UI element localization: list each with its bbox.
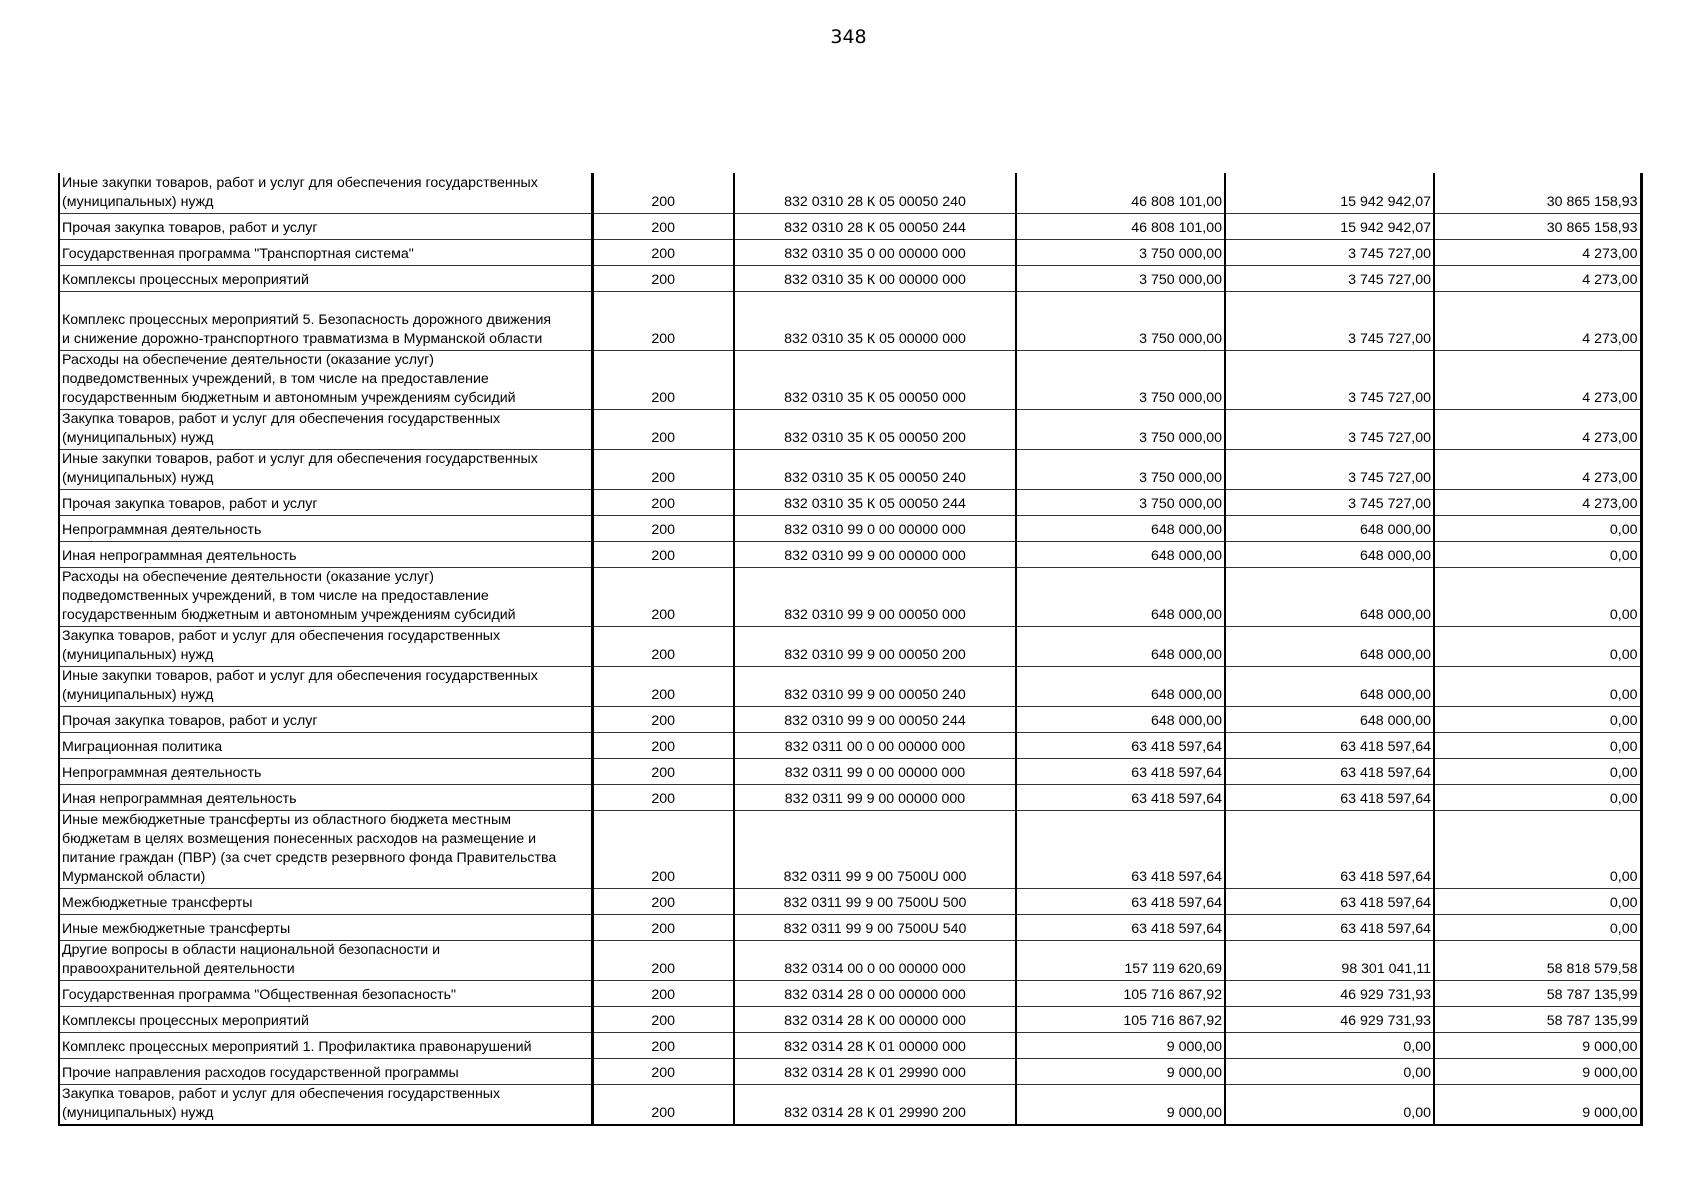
row-kbk-cell: 832 0310 28 К 05 00050 244: [734, 213, 1016, 239]
row-amount-remaining-cell: 58 818 579,58: [1434, 940, 1641, 980]
table-row: [59, 980, 1641, 1006]
row-kbk-cell: 832 0314 28 К 00 00000 000: [734, 1006, 1016, 1032]
table-row: [59, 784, 1641, 810]
row-kbk-cell: 832 0314 00 0 00 00000 000: [734, 940, 1016, 980]
row-kbk-cell: 832 0310 35 К 05 00000 000: [734, 291, 1016, 350]
row-name-cell: Закупка товаров, работ и услуг для обеспечения государственных (муниципальных) нужд: [59, 1084, 592, 1125]
row-amount-remaining-cell: 0,00: [1434, 758, 1641, 784]
table-row: [59, 213, 1641, 239]
page-number: 348: [830, 26, 867, 48]
row-amount-executed-cell: 648 000,00: [1225, 541, 1434, 567]
row-kbk-cell: 832 0310 28 К 05 00050 240: [734, 173, 1016, 213]
row-amount-approved-cell: 3 750 000,00: [1016, 449, 1225, 489]
row-name-cell: Иные межбюджетные трансферты из областного бюджета местным бюджетам в целях возмещения понесенных расходов на размещение и питание граждан (ПВР) (за счет средств резервного фонда Правительства Мурманской области): [59, 810, 592, 888]
row-name-cell: Прочая закупка товаров, работ и услуг: [59, 213, 592, 239]
budget-table: [58, 173, 1643, 1126]
row-amount-approved-cell: 63 418 597,64: [1016, 888, 1225, 914]
row-amount-executed-cell: 15 942 942,07: [1225, 173, 1434, 213]
row-amount-approved-cell: 9 000,00: [1016, 1058, 1225, 1084]
row-amount-executed-cell: 3 745 727,00: [1225, 489, 1434, 515]
row-code-cell: 200: [592, 1084, 734, 1125]
row-amount-approved-cell: 63 418 597,64: [1016, 914, 1225, 940]
row-amount-remaining-cell: 0,00: [1434, 732, 1641, 758]
row-amount-remaining-cell: 9 000,00: [1434, 1084, 1641, 1125]
row-code-cell: 200: [592, 515, 734, 541]
row-amount-remaining-cell: 58 787 135,99: [1434, 1006, 1641, 1032]
row-kbk-cell: 832 0310 99 0 00 00000 000: [734, 515, 1016, 541]
row-kbk-cell: 832 0310 99 9 00 00050 200: [734, 626, 1016, 666]
row-code-cell: 200: [592, 732, 734, 758]
row-amount-executed-cell: 648 000,00: [1225, 626, 1434, 666]
row-code-cell: 200: [592, 758, 734, 784]
row-code-cell: 200: [592, 567, 734, 626]
row-code-cell: 200: [592, 940, 734, 980]
row-amount-remaining-cell: 9 000,00: [1434, 1032, 1641, 1058]
row-amount-remaining-cell: 0,00: [1434, 541, 1641, 567]
table-row: [59, 1006, 1641, 1032]
row-code-cell: 200: [592, 888, 734, 914]
row-amount-remaining-cell: 0,00: [1434, 810, 1641, 888]
row-amount-executed-cell: 46 929 731,93: [1225, 980, 1434, 1006]
row-amount-executed-cell: 63 418 597,64: [1225, 914, 1434, 940]
row-code-cell: 200: [592, 784, 734, 810]
row-amount-approved-cell: 3 750 000,00: [1016, 489, 1225, 515]
row-amount-approved-cell: 63 418 597,64: [1016, 758, 1225, 784]
row-code-cell: 200: [592, 1058, 734, 1084]
table-body: [59, 173, 1641, 1125]
row-amount-executed-cell: 0,00: [1225, 1058, 1434, 1084]
row-amount-approved-cell: 648 000,00: [1016, 515, 1225, 541]
row-amount-approved-cell: 46 808 101,00: [1016, 213, 1225, 239]
row-amount-approved-cell: 157 119 620,69: [1016, 940, 1225, 980]
row-name-cell: Государственная программа "Общественная безопасность": [59, 980, 592, 1006]
row-amount-approved-cell: 105 716 867,92: [1016, 1006, 1225, 1032]
row-kbk-cell: 832 0310 99 9 00 00050 000: [734, 567, 1016, 626]
row-name-cell: Иная непрограммная деятельность: [59, 541, 592, 567]
row-name-cell: Миграционная политика: [59, 732, 592, 758]
row-kbk-cell: 832 0311 99 9 00 7500U 500: [734, 888, 1016, 914]
row-amount-remaining-cell: 4 273,00: [1434, 409, 1641, 449]
row-amount-approved-cell: 63 418 597,64: [1016, 784, 1225, 810]
row-kbk-cell: 832 0310 99 9 00 00000 000: [734, 541, 1016, 567]
row-kbk-cell: 832 0310 35 К 00 00000 000: [734, 265, 1016, 291]
row-code-cell: 200: [592, 810, 734, 888]
table-row: [59, 541, 1641, 567]
row-name-cell: Прочие направления расходов государственной программы: [59, 1058, 592, 1084]
row-code-cell: 200: [592, 265, 734, 291]
row-name-cell: Другие вопросы в области национальной безопасности и правоохранительной деятельности: [59, 940, 592, 980]
row-amount-approved-cell: 3 750 000,00: [1016, 239, 1225, 265]
table-row: [59, 706, 1641, 732]
row-name-cell: Непрограммная деятельность: [59, 758, 592, 784]
row-name-cell: Иные закупки товаров, работ и услуг для обеспечения государственных (муниципальных) нужд: [59, 666, 592, 706]
row-amount-executed-cell: 63 418 597,64: [1225, 810, 1434, 888]
row-amount-executed-cell: 648 000,00: [1225, 706, 1434, 732]
row-amount-remaining-cell: 4 273,00: [1434, 489, 1641, 515]
row-kbk-cell: 832 0311 99 9 00 7500U 000: [734, 810, 1016, 888]
table-row: [59, 758, 1641, 784]
row-amount-approved-cell: 3 750 000,00: [1016, 265, 1225, 291]
table-row: [59, 239, 1641, 265]
table-row: [59, 173, 1641, 213]
row-amount-executed-cell: 98 301 041,11: [1225, 940, 1434, 980]
budget-table-container: [58, 173, 1643, 1126]
row-kbk-cell: 832 0314 28 К 01 29990 200: [734, 1084, 1016, 1125]
table-row: [59, 1032, 1641, 1058]
row-kbk-cell: 832 0310 35 К 05 00050 240: [734, 449, 1016, 489]
row-kbk-cell: 832 0310 35 К 05 00050 200: [734, 409, 1016, 449]
row-code-cell: 200: [592, 980, 734, 1006]
row-kbk-cell: 832 0310 35 К 05 00050 000: [734, 350, 1016, 409]
row-name-cell: Комплекс процессных мероприятий 1. Профилактика правонарушений: [59, 1032, 592, 1058]
table-row: [59, 291, 1641, 350]
row-code-cell: 200: [592, 706, 734, 732]
row-amount-executed-cell: 3 745 727,00: [1225, 239, 1434, 265]
row-amount-remaining-cell: 30 865 158,93: [1434, 213, 1641, 239]
row-amount-executed-cell: 648 000,00: [1225, 567, 1434, 626]
table-row: [59, 1084, 1641, 1125]
row-code-cell: 200: [592, 541, 734, 567]
row-code-cell: 200: [592, 173, 734, 213]
row-amount-approved-cell: 9 000,00: [1016, 1032, 1225, 1058]
table-row: [59, 666, 1641, 706]
row-amount-approved-cell: 9 000,00: [1016, 1084, 1225, 1125]
table-row: [59, 265, 1641, 291]
row-amount-remaining-cell: 4 273,00: [1434, 265, 1641, 291]
row-code-cell: 200: [592, 239, 734, 265]
row-name-cell: Комплексы процессных мероприятий: [59, 265, 592, 291]
row-code-cell: 200: [592, 1032, 734, 1058]
row-amount-executed-cell: 648 000,00: [1225, 515, 1434, 541]
row-amount-approved-cell: 648 000,00: [1016, 666, 1225, 706]
row-name-cell: Непрограммная деятельность: [59, 515, 592, 541]
row-amount-remaining-cell: 0,00: [1434, 914, 1641, 940]
row-amount-remaining-cell: 9 000,00: [1434, 1058, 1641, 1084]
row-amount-executed-cell: 46 929 731,93: [1225, 1006, 1434, 1032]
row-name-cell: Иные закупки товаров, работ и услуг для обеспечения государственных (муниципальных) нужд: [59, 449, 592, 489]
row-amount-executed-cell: 63 418 597,64: [1225, 784, 1434, 810]
row-name-cell: Комплекс процессных мероприятий 5. Безопасность дорожного движения и снижение дорожно-транспортного травматизма в Мурманской области: [59, 291, 592, 350]
row-kbk-cell: 832 0310 35 0 00 00000 000: [734, 239, 1016, 265]
row-amount-executed-cell: 63 418 597,64: [1225, 888, 1434, 914]
row-kbk-cell: 832 0311 99 9 00 7500U 540: [734, 914, 1016, 940]
row-amount-remaining-cell: 30 865 158,93: [1434, 173, 1641, 213]
row-amount-executed-cell: 3 745 727,00: [1225, 409, 1434, 449]
row-amount-approved-cell: 3 750 000,00: [1016, 291, 1225, 350]
row-amount-approved-cell: 648 000,00: [1016, 626, 1225, 666]
table-row: [59, 1058, 1641, 1084]
row-amount-executed-cell: 0,00: [1225, 1084, 1434, 1125]
row-amount-approved-cell: 3 750 000,00: [1016, 350, 1225, 409]
row-kbk-cell: 832 0314 28 0 00 00000 000: [734, 980, 1016, 1006]
row-kbk-cell: 832 0311 99 0 00 00000 000: [734, 758, 1016, 784]
row-amount-approved-cell: 63 418 597,64: [1016, 810, 1225, 888]
row-amount-approved-cell: 46 808 101,00: [1016, 173, 1225, 213]
row-amount-executed-cell: 3 745 727,00: [1225, 265, 1434, 291]
row-kbk-cell: 832 0310 99 9 00 00050 240: [734, 666, 1016, 706]
row-amount-remaining-cell: 0,00: [1434, 626, 1641, 666]
row-amount-executed-cell: 0,00: [1225, 1032, 1434, 1058]
row-kbk-cell: 832 0311 99 9 00 00000 000: [734, 784, 1016, 810]
row-name-cell: Иные закупки товаров, работ и услуг для обеспечения государственных (муниципальных) нужд: [59, 173, 592, 213]
row-name-cell: Иная непрограммная деятельность: [59, 784, 592, 810]
row-code-cell: 200: [592, 350, 734, 409]
row-amount-executed-cell: 3 745 727,00: [1225, 449, 1434, 489]
table-row: [59, 350, 1641, 409]
row-amount-approved-cell: 105 716 867,92: [1016, 980, 1225, 1006]
table-row: [59, 409, 1641, 449]
row-kbk-cell: 832 0311 00 0 00 00000 000: [734, 732, 1016, 758]
row-name-cell: Расходы на обеспечение деятельности (оказание услуг) подведомственных учреждений, в том числе на предоставление государственным бюджетным и автономным учреждениям субсидий: [59, 350, 592, 409]
row-name-cell: Межбюджетные трансферты: [59, 888, 592, 914]
row-name-cell: Комплексы процессных мероприятий: [59, 1006, 592, 1032]
row-name-cell: Прочая закупка товаров, работ и услуг: [59, 706, 592, 732]
row-code-cell: 200: [592, 666, 734, 706]
row-amount-executed-cell: 63 418 597,64: [1225, 758, 1434, 784]
row-amount-executed-cell: 648 000,00: [1225, 666, 1434, 706]
row-amount-approved-cell: 648 000,00: [1016, 567, 1225, 626]
row-code-cell: 200: [592, 914, 734, 940]
row-code-cell: 200: [592, 489, 734, 515]
row-name-cell: Закупка товаров, работ и услуг для обеспечения государственных (муниципальных) нужд: [59, 626, 592, 666]
table-row: [59, 489, 1641, 515]
table-row: [59, 732, 1641, 758]
row-amount-remaining-cell: 4 273,00: [1434, 239, 1641, 265]
table-row: [59, 567, 1641, 626]
row-code-cell: 200: [592, 1006, 734, 1032]
row-name-cell: Прочая закупка товаров, работ и услуг: [59, 489, 592, 515]
row-kbk-cell: 832 0314 28 К 01 29990 000: [734, 1058, 1016, 1084]
table-row: [59, 449, 1641, 489]
row-code-cell: 200: [592, 409, 734, 449]
row-amount-remaining-cell: 0,00: [1434, 567, 1641, 626]
row-code-cell: 200: [592, 449, 734, 489]
row-amount-remaining-cell: 0,00: [1434, 784, 1641, 810]
row-amount-executed-cell: 3 745 727,00: [1225, 291, 1434, 350]
row-amount-remaining-cell: 0,00: [1434, 666, 1641, 706]
row-amount-executed-cell: 63 418 597,64: [1225, 732, 1434, 758]
row-name-cell: Закупка товаров, работ и услуг для обеспечения государственных (муниципальных) нужд: [59, 409, 592, 449]
row-amount-remaining-cell: 0,00: [1434, 888, 1641, 914]
table-row: [59, 914, 1641, 940]
row-amount-approved-cell: 648 000,00: [1016, 541, 1225, 567]
row-amount-remaining-cell: 58 787 135,99: [1434, 980, 1641, 1006]
row-amount-executed-cell: 3 745 727,00: [1225, 350, 1434, 409]
row-name-cell: Расходы на обеспечение деятельности (оказание услуг) подведомственных учреждений, в том числе на предоставление государственным бюджетным и автономным учреждениям субсидий: [59, 567, 592, 626]
row-name-cell: Государственная программа "Транспортная система": [59, 239, 592, 265]
row-kbk-cell: 832 0314 28 К 01 00000 000: [734, 1032, 1016, 1058]
row-code-cell: 200: [592, 626, 734, 666]
row-code-cell: 200: [592, 291, 734, 350]
table-row: [59, 940, 1641, 980]
row-amount-executed-cell: 15 942 942,07: [1225, 213, 1434, 239]
row-amount-approved-cell: 3 750 000,00: [1016, 409, 1225, 449]
table-row: [59, 810, 1641, 888]
row-amount-remaining-cell: 4 273,00: [1434, 291, 1641, 350]
row-amount-remaining-cell: 4 273,00: [1434, 350, 1641, 409]
row-code-cell: 200: [592, 213, 734, 239]
row-amount-approved-cell: 648 000,00: [1016, 706, 1225, 732]
table-row: [59, 515, 1641, 541]
table-row: [59, 888, 1641, 914]
row-amount-remaining-cell: 4 273,00: [1434, 449, 1641, 489]
table-row: [59, 626, 1641, 666]
row-amount-remaining-cell: 0,00: [1434, 515, 1641, 541]
row-kbk-cell: 832 0310 99 9 00 00050 244: [734, 706, 1016, 732]
row-kbk-cell: 832 0310 35 К 05 00050 244: [734, 489, 1016, 515]
row-amount-remaining-cell: 0,00: [1434, 706, 1641, 732]
row-amount-approved-cell: 63 418 597,64: [1016, 732, 1225, 758]
row-name-cell: Иные межбюджетные трансферты: [59, 914, 592, 940]
